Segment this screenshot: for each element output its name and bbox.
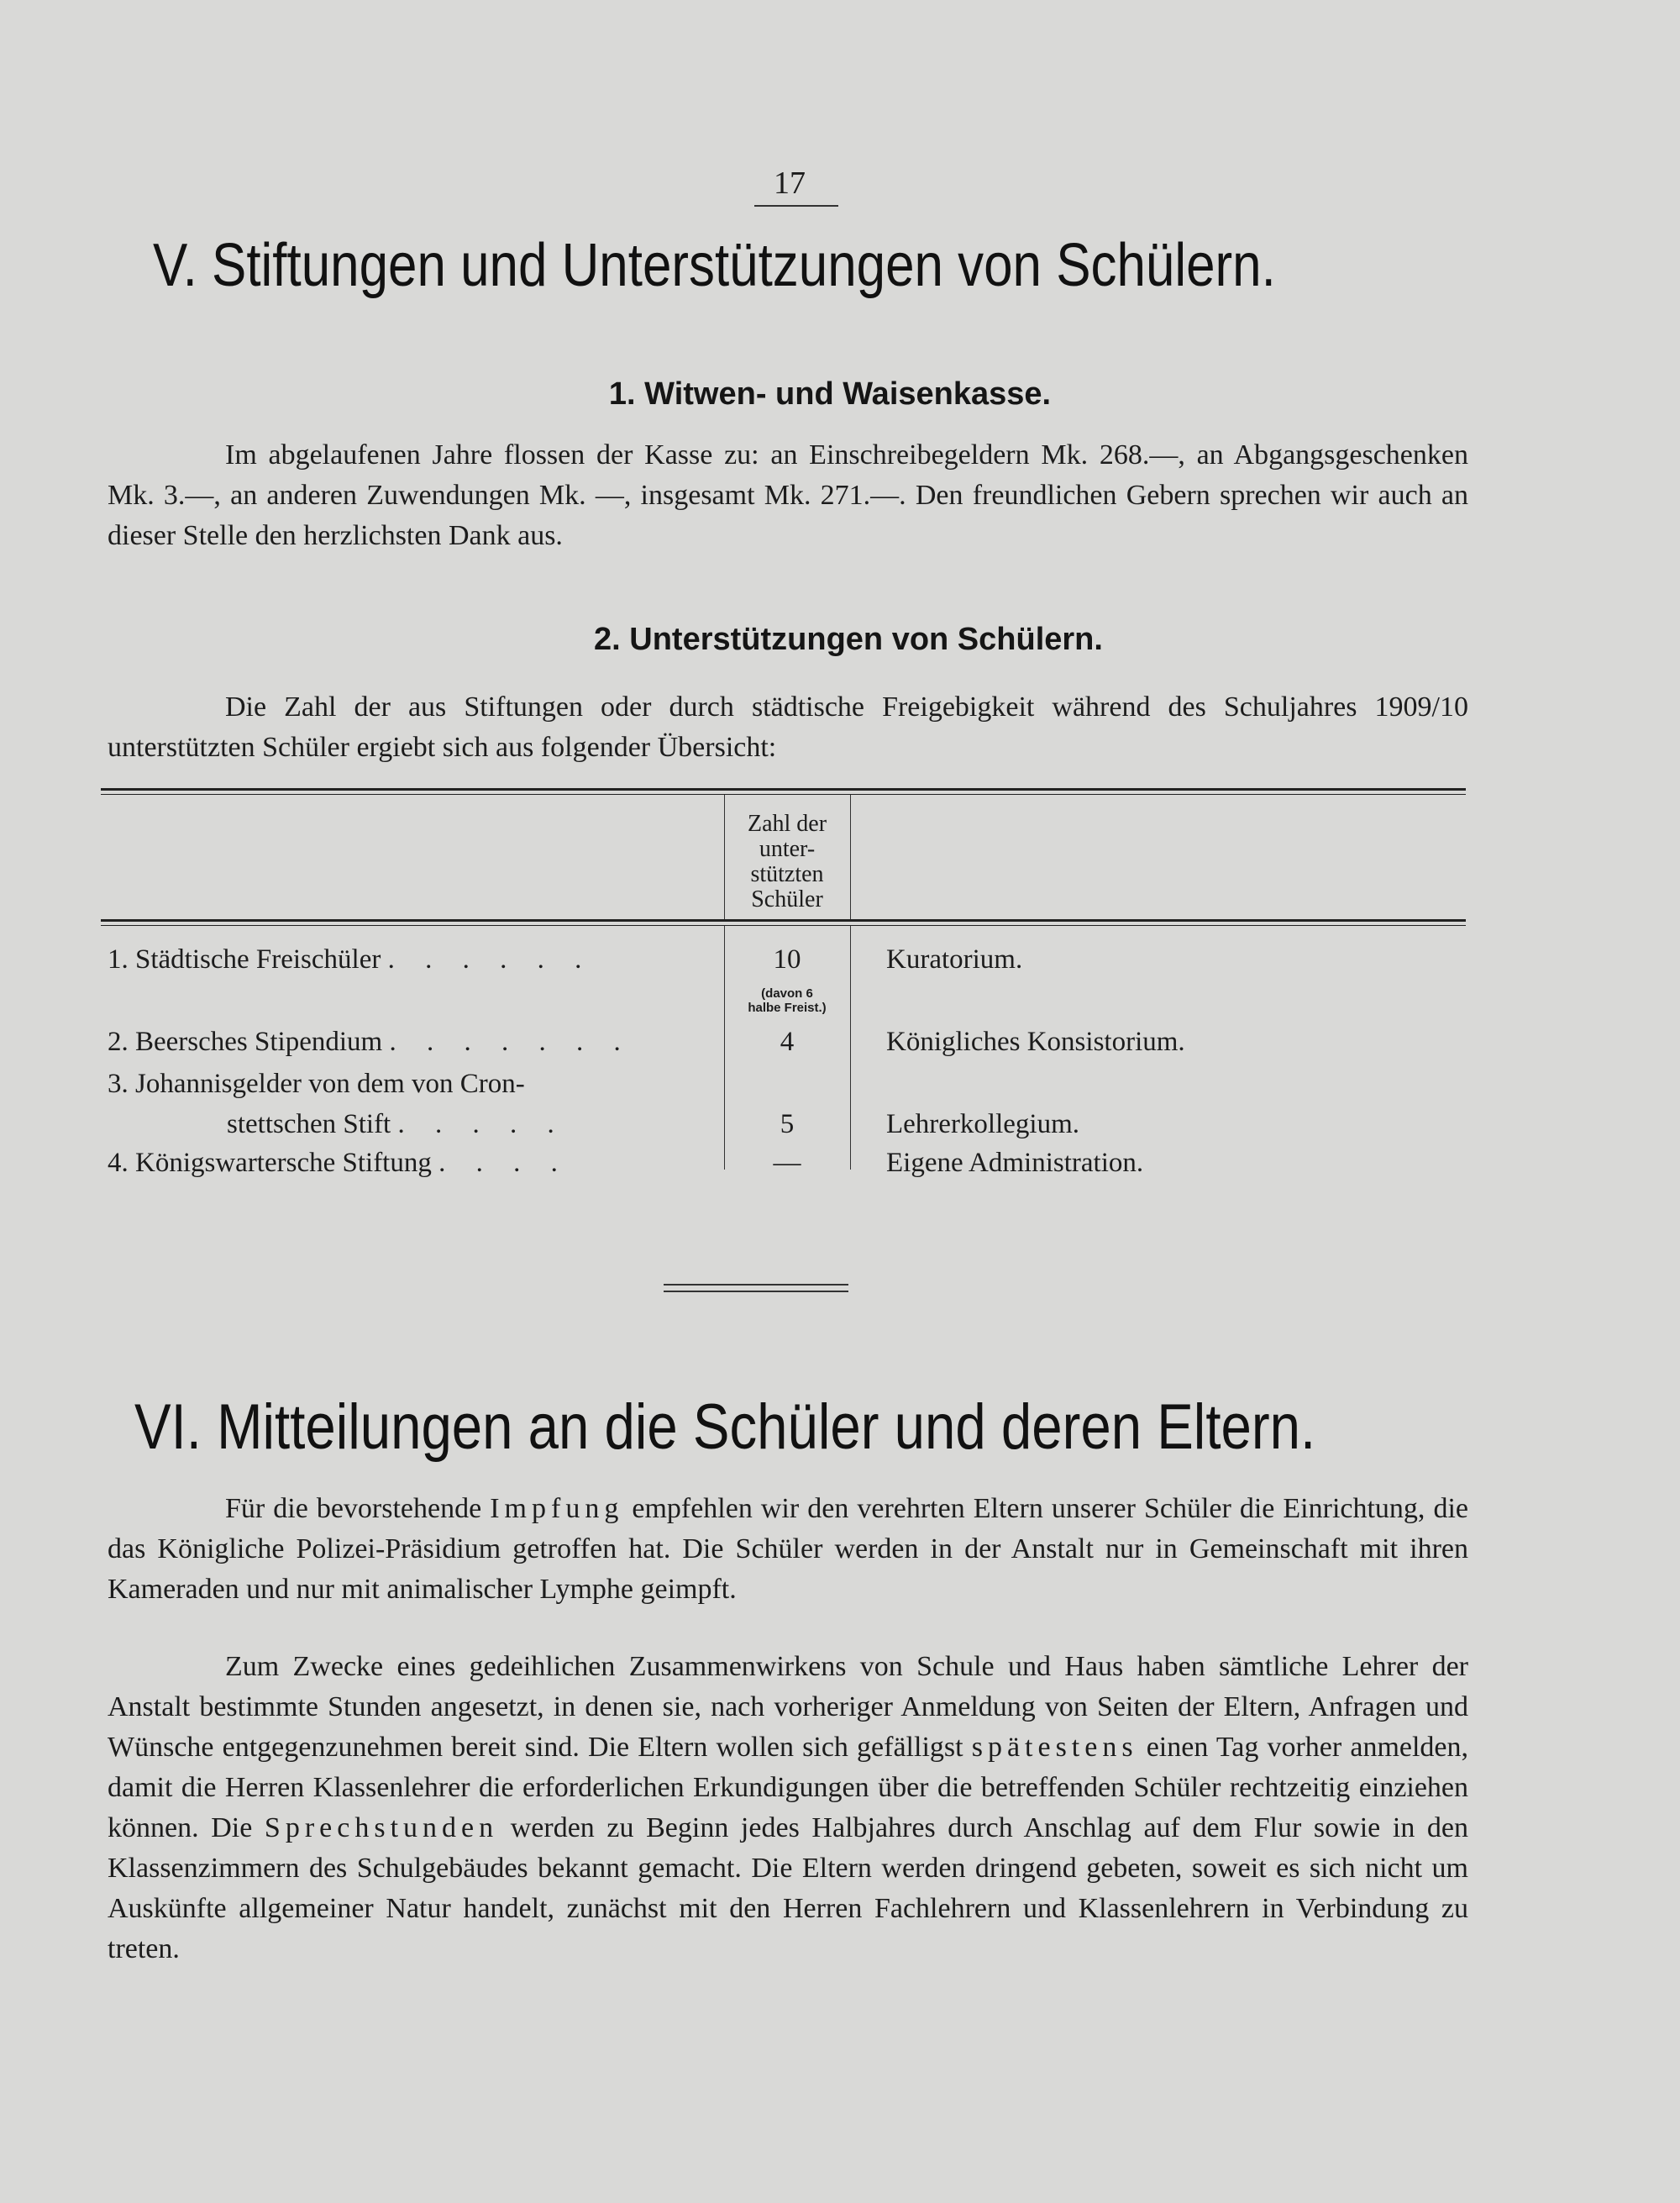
table-row-count: — bbox=[773, 1148, 801, 1178]
table-row-admin: Königliches Konsistorium. bbox=[886, 1027, 1185, 1057]
section-5-title: V. Stiftungen und Unterstützungen von Schülern. bbox=[153, 232, 1276, 299]
table-row-label: 4. Königswartersche Stiftung . . . . bbox=[108, 1148, 570, 1178]
table-top-rule bbox=[101, 788, 1466, 795]
table-column-rule bbox=[850, 926, 851, 1170]
table-row-label: 1. Städtische Freischüler . . . . . . bbox=[108, 944, 594, 975]
table-row-admin: Lehrerkollegium. bbox=[886, 1109, 1080, 1139]
table-header bbox=[101, 795, 1466, 919]
table-row-count: 4 bbox=[780, 1027, 795, 1057]
section-6-paragraph-1: Für die bevorstehende Impfung empfehlen wir den verehrten Eltern unserer Schüler die Einrichtung, die das Königliche Polizei-Präsidium getroffen hat. Die Schüler werden in der Anstalt nur in Gemeinschaft mit ihren Kameraden und nur mit animalischer Lymphe geimpft. bbox=[108, 1493, 1468, 1605]
table-row-count: 10 bbox=[773, 944, 801, 975]
page-number: 17 bbox=[774, 166, 806, 201]
table-column-rule bbox=[850, 795, 851, 919]
page-number-rule bbox=[754, 205, 838, 207]
subsection-1-title: 1. Witwen- und Waisenkasse. bbox=[608, 376, 1052, 412]
table-body bbox=[101, 926, 1466, 1178]
column-header-count: Zahl der unter- stützten Schüler bbox=[747, 811, 827, 912]
table-row-admin: Eigene Administration. bbox=[886, 1148, 1144, 1178]
section-6-title: VI. Mitteilungen an die Schüler und deren Eltern. bbox=[134, 1391, 1316, 1463]
table-row-count: 5 bbox=[780, 1109, 795, 1139]
table-row-admin: Kuratorium. bbox=[886, 944, 1023, 975]
section-6-paragraph-2: Zum Zwecke eines gedeihlichen Zusammenwirkens von Schule und Haus haben sämtliche Lehrer der Anstalt bestimmte Stunden angesetzt, in denen sie, nach vorheriger Anmeldung von Seiten der Eltern, Anfragen und Wünsche entgegenzunehmen bereit sind. Die Eltern wollen sich gefälligst spätestens einen Tag vorher anmelden, damit die Herren Klassenlehrer die erforderlichen Erkundigungen über die betreffenden Schüler rechtzeitig einziehen können. Die Sprechstunden werden zu Beginn jedes Halbjahres durch Anschlag auf dem Flur sowie in den Klassenzimmern des Schulgebäudes bekannt gemacht. Die Eltern werden dringend gebeten, soweit es sich nicht um Auskünfte allgemeiner Natur handelt, zunächst mit den Herren Fachlehrern und Klassenlehrern in Verbindung zu treten. bbox=[108, 1651, 1469, 1964]
table-row-label: 3. Johannisgelder von dem von Cron- bbox=[108, 1069, 525, 1099]
table-header-rule bbox=[101, 919, 1466, 926]
table-row-note: (davon 6 halbe Freist.) bbox=[748, 986, 827, 1015]
section-end-rule bbox=[664, 1284, 848, 1286]
table-row-label: stettschen Stift . . . . . bbox=[227, 1109, 566, 1139]
table-row-label: 2. Beersches Stipendium . . . . . . . bbox=[108, 1027, 633, 1057]
subsection-2-text: Die Zahl der aus Stiftungen oder durch städtische Freigebigkeit während des Schuljahres 1909/10 unterstützten Schüler ergiebt sich aus folgender Übersicht: bbox=[108, 691, 1468, 763]
subsection-2-title: 2. Unterstützungen von Schülern. bbox=[594, 622, 1103, 657]
support-table bbox=[101, 788, 1466, 1178]
subsection-1-text: Im abgelaufenen Jahre flossen der Kasse zu: an Einschreibegeldern Mk. 268.—, an Abgangsgeschenken Mk. 3.—, an anderen Zuwendungen Mk. —, insgesamt Mk. 271.—. Den freundlichen Gebern sprechen wir auch an dieser Stelle den herzlichsten Dank aus. bbox=[108, 439, 1468, 551]
section-end-rule bbox=[664, 1291, 848, 1292]
